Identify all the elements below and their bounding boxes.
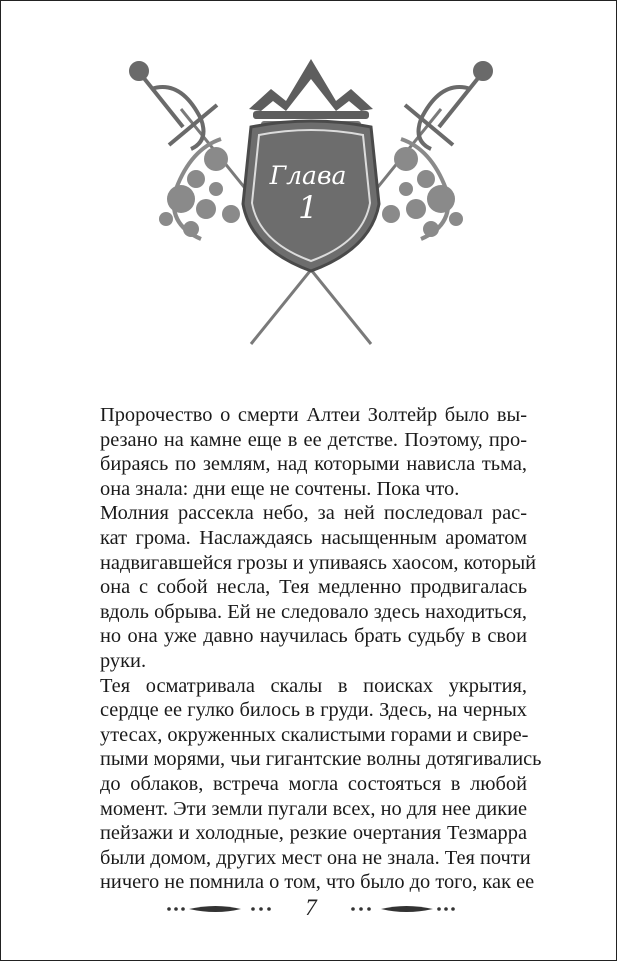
crown xyxy=(249,59,373,127)
text-line: кат грома. Наслаждаясь насыщенным ароматом xyxy=(100,526,527,549)
text-line: руки. xyxy=(100,649,147,672)
text-line: были домом, других мест она не знала. Тея почти xyxy=(100,846,531,869)
paragraph xyxy=(100,501,537,673)
sword-hilt-right xyxy=(405,63,491,149)
text-line: надвигавшейся грозы и упиваясь хаосом, который xyxy=(100,551,537,574)
text-line: бираясь по землям, над которыми нависла тьма, xyxy=(100,453,527,476)
text-line: сердце ее гулко билось в груди. Здесь, на черных xyxy=(100,699,527,722)
text-line: но она уже давно научилась брать судьбу в свои xyxy=(100,625,527,648)
text-line: Пророчество о смерти Алтеи Золтейр было вы- xyxy=(100,404,527,426)
sword-hilt-left xyxy=(131,63,217,149)
text-line: Молния рассекла небо, за ней последовал рас- xyxy=(100,502,527,525)
floral-ornament-right xyxy=(382,139,463,239)
chapter-label: Глава xyxy=(269,161,347,190)
text-line: Тея осматривала скалы в поисках укрытия, xyxy=(100,674,527,697)
text-line: до облаков, встреча могла состояться в любой xyxy=(100,772,527,795)
page-footer xyxy=(161,894,461,924)
chapter-number: 1 xyxy=(298,190,318,226)
text-line: резано на камне еще в ее детстве. Поэтому, про- xyxy=(100,428,527,451)
text-line: она с собой несла, Тея медленно продвигалась xyxy=(100,576,527,599)
text-line: она знала: дни еще не сочтены. Пока что. xyxy=(100,477,460,500)
paragraph xyxy=(100,403,527,501)
text-line: пыми морями, чьи гигантские волны дотягивались xyxy=(100,748,542,771)
body-text xyxy=(100,403,542,895)
text-line: ничего не помнила о том, что было до того, как ее xyxy=(100,871,535,894)
text-line: вдоль обрыва. Ей не следовало здесь находиться, xyxy=(100,600,527,623)
text-line: момент. Эти земли пугали всех, но для нее дикие xyxy=(100,797,528,820)
page-number: 7 xyxy=(305,895,317,920)
text-line: пейзажи и холодные, резкие очертания Тезмарра xyxy=(100,822,527,845)
paragraph xyxy=(100,674,542,895)
floral-ornament-left xyxy=(159,139,240,239)
text-line: утесах, окруженных скалистыми горами и свире- xyxy=(100,723,529,746)
